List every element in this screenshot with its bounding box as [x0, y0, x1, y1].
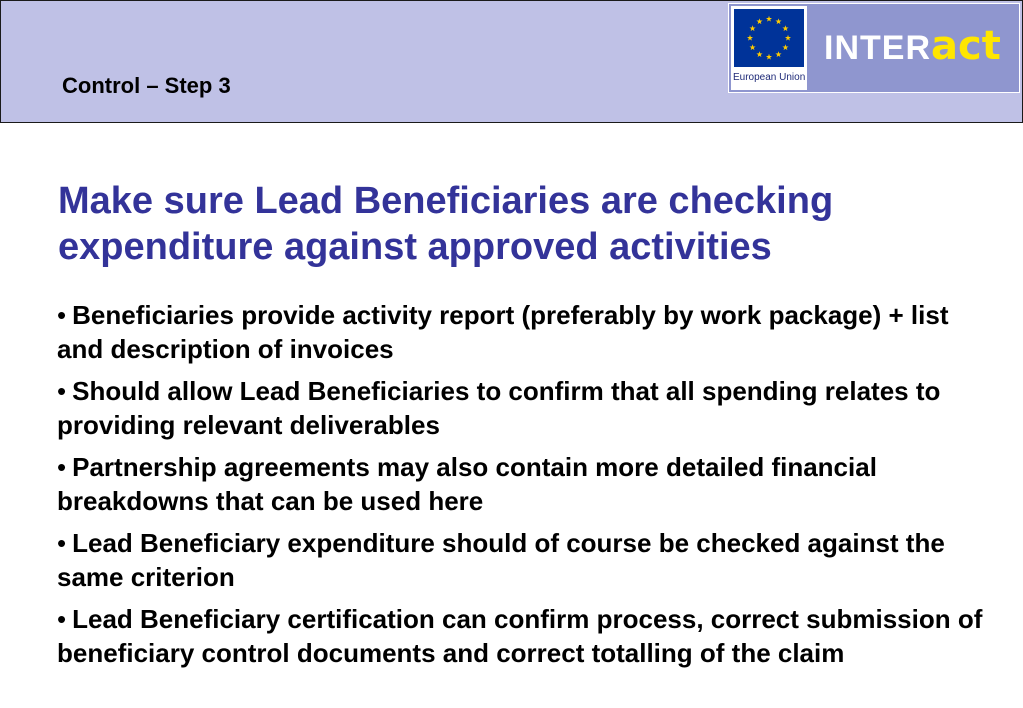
eu-star-icon: [782, 44, 788, 50]
eu-flag-icon: [734, 9, 804, 67]
bullet-dot: •: [57, 604, 67, 634]
header-band: [0, 0, 1023, 123]
eu-star-icon: [766, 16, 772, 22]
eu-star-icon: [775, 18, 781, 24]
bullet-text: Lead Beneficiary certification can confirm process, correct submission of beneficiary control documents and correct totalling of the claim: [57, 604, 983, 668]
inter-text: INTER: [824, 29, 931, 67]
slide-title-line-2: expenditure against approved activities: [58, 226, 772, 268]
eu-star-icon: [747, 35, 753, 41]
bullet-item: [57, 450, 987, 518]
eu-star-icon: [775, 51, 781, 57]
bullet-item: [57, 526, 987, 594]
slide-title: [58, 178, 998, 270]
eu-star-icon: [766, 54, 772, 60]
interact-logo-box: [728, 3, 1020, 93]
act-text: act: [931, 23, 1001, 69]
bullet-item: [57, 602, 987, 670]
bullet-dot: •: [57, 376, 67, 406]
bullet-item: [57, 374, 987, 442]
bullet-list: [57, 298, 987, 678]
bullet-text: Partnership agreements may also contain more detailed financial breakdowns that can be used here: [57, 452, 877, 516]
eu-star-icon: [782, 25, 788, 31]
eu-star-icon: [750, 44, 756, 50]
bullet-text: Beneficiaries provide activity report (preferably by work package) + list and description of invoices: [57, 300, 949, 364]
bullet-dot: •: [57, 452, 67, 482]
eu-star-icon: [785, 35, 791, 41]
bullet-item: [57, 298, 987, 366]
bullet-text: Lead Beneficiary expenditure should of course be checked against the same criterion: [57, 528, 945, 592]
eu-star-icon: [756, 18, 762, 24]
header-title: Control – Step 3: [62, 73, 231, 98]
bullet-dot: •: [57, 300, 67, 330]
eu-label: European Union: [733, 72, 806, 83]
bullet-dot: •: [57, 528, 67, 558]
eu-star-icon: [750, 25, 756, 31]
eu-logo: [731, 6, 807, 90]
eu-star-icon: [756, 51, 762, 57]
bullet-text: Should allow Lead Beneficiaries to confirm that all spending relates to providing relevant deliverables: [57, 376, 941, 440]
slide-title-line-1: Make sure Lead Beneficiaries are checking: [58, 180, 834, 222]
eu-stars-icon: [734, 9, 804, 67]
interact-wordmark: [824, 23, 1001, 69]
